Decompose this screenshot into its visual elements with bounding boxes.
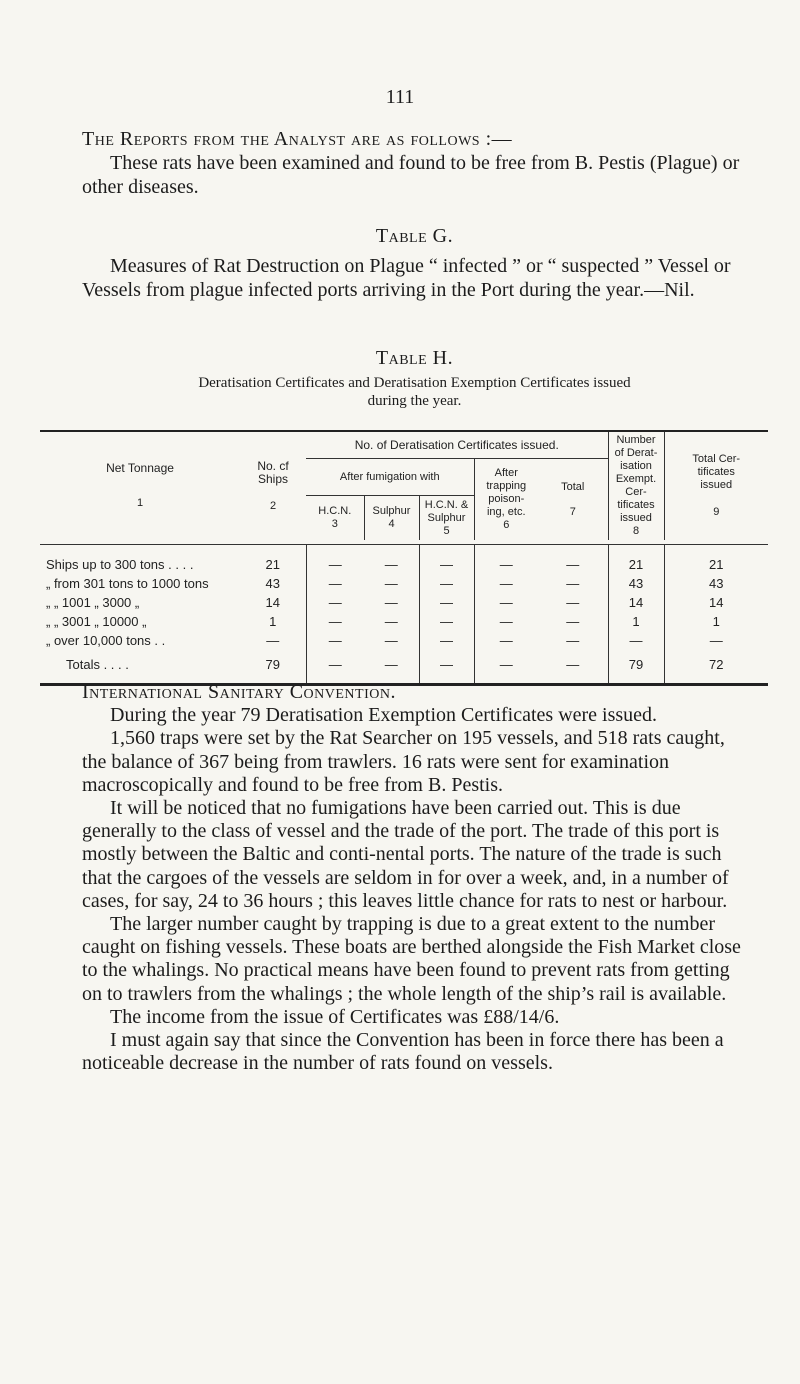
convention-paragraph: The larger number caught by trapping is due to a great extent to the number caught on fishing vessels. These boats are berthed alongside the Fish Market close to the whalings. No practical means have been found to prevent rats from getting on to trawlers from the whalings ; the whole length of the ship’s rail is available. [82,913,741,1005]
table-row: „ over 10,000 tons . . — — — — — — — — [40,631,768,650]
page-number: 111 [385,86,415,108]
convention-paragraph: During the year 79 Deratisation Exemption Certificates were issued. [110,704,658,727]
convention-paragraph: The income from the issue of Certificates was £88/14/6. [110,1005,560,1028]
col-net-tonnage-header: Net Tonnage 1 [106,461,174,509]
table-row: „ from 301 tons to 1000 tons 43 — — — — — 43 43 [40,574,768,593]
deratisation-table [40,430,768,686]
totals-row: Totals . . . . 79 — — — — — 79 72 [40,650,768,685]
convention-paragraph: 1,560 traps were set by the Rat Searcher on 195 vessels, and 518 rats caught, the balance of 367 being from trawlers. 16 rats were sent for examination macroscopically and found to be free from B. Pestis. [82,727,725,796]
table-h-section [82,346,747,410]
table-row: „ „ 1001 „ 3000 „ 14 — — — — — 14 14 [40,593,768,612]
table-h-title: Table H. [375,347,454,369]
col-exempt-header: Number of Derat-isation Exempt. Cer-tificates issued 8 [608,431,664,540]
analyst-heading: The Reports from the Analyst are as follows :— [82,128,513,150]
convention-heading: International Sanitary Convention. [82,681,396,703]
table-row: Ships up to 300 tons . . . . 21 — — — — — 21 21 [40,555,768,574]
col-hcn-header: H.C.N. 3 [318,505,352,530]
convention-paragraph: It will be noticed that no fumigations have been carried out. This is due generally to the class of vessel and the trade of the port. The trade of this port is mostly between the Baltic and conti-nental ports. The nature of the trade is such that the cargoes of the vessels are seldom in for over a week, and, in a number of cases, for say, 24 to 36 hours ; this leaves little chance for rats to nest or harbour. [82,797,729,912]
col-total-header: Total 7 [561,480,585,518]
table-h-caption-2: during the year. [367,393,462,409]
deratisation-table-wrapper [40,430,768,686]
table-h-caption-1: Deratisation Certificates and Deratisation Exemption Certificates issued [198,375,631,391]
deratisation-issued-header: No. of Deratisation Certificates issued. [306,431,608,459]
table-g-text: Measures of Rat Destruction on Plague “ infected ” or “ suspected ” Vessel or Vessels from plague infected ports arriving in the Port during the year.—Nil. [82,255,731,301]
analyst-section [82,127,747,199]
table-g-title: Table G. [375,225,454,247]
col-sulphur-header: Sulphur 4 [364,496,419,541]
col-ships-header: No. cf Ships 2 [257,458,289,512]
after-fumigation-header: After fumigation with [306,459,474,496]
table-g-section [82,224,747,302]
analyst-text: These rats have been examined and found to be free from B. Pestis (Plague) or other diseases. [82,152,740,198]
col-total-issued-header: Total Cer-tificates issued 9 [664,431,768,540]
table-row: „ „ 3001 „ 10000 „ 1 — — — — — 1 1 [40,612,768,631]
convention-paragraph: I must again say that since the Convention has been in force there has been a noticeable decrease in the number of rats found on vessels. [82,1029,724,1075]
col-hcn-sulphur-header: H.C.N. & Sulphur 5 [419,496,474,541]
col-trapping-header: After trapping poison-ing, etc. 6 [474,459,538,541]
convention-section [82,681,747,1075]
